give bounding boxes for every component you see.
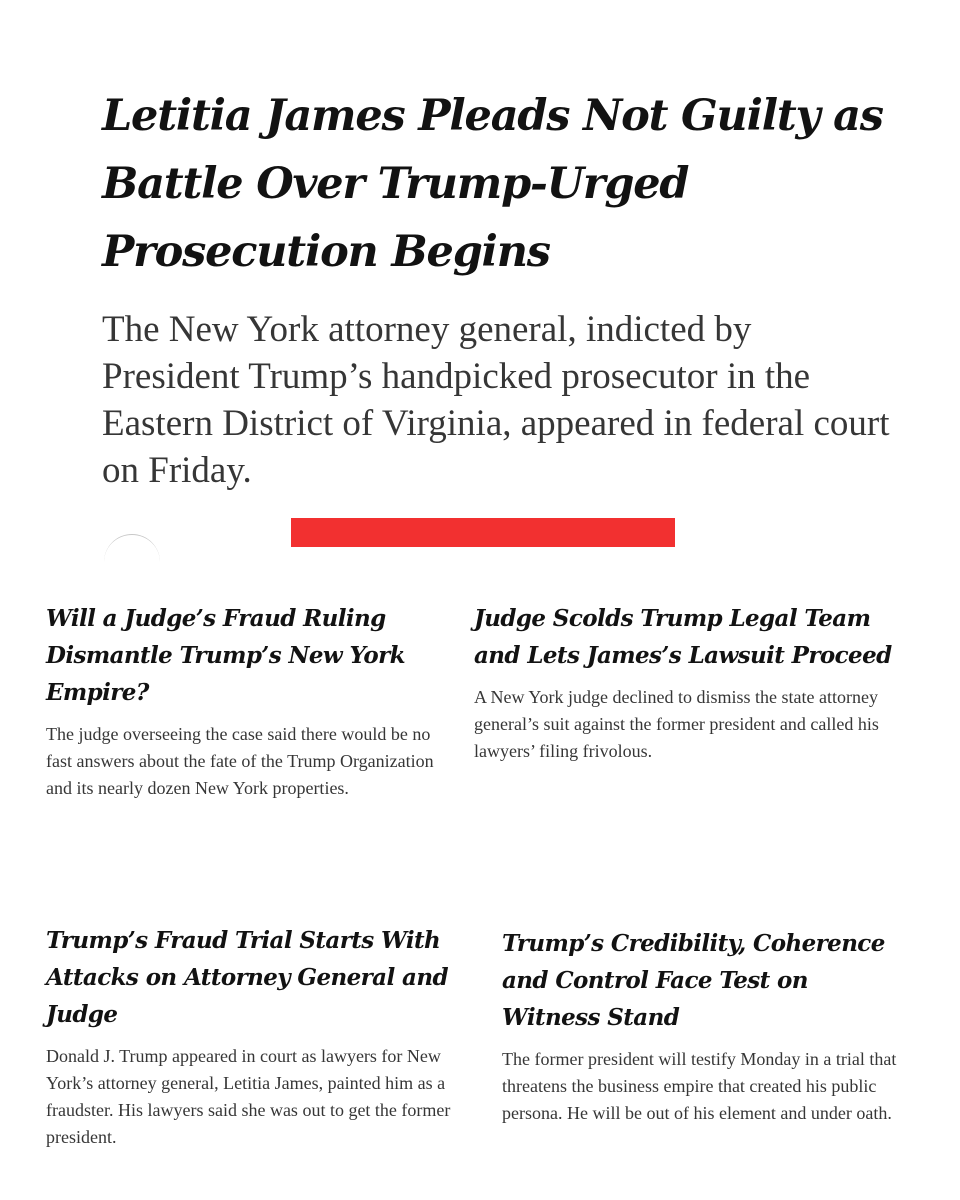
related-story-summary: The former president will testify Monday in a trial that threatens the business empire that created his public persona. He will be out of his element and under oath. <box>502 1049 897 1123</box>
related-story-title[interactable]: Judge Scolds Trump Legal Team and Lets James’s Lawsuit Proceed <box>474 605 892 669</box>
related-story[interactable] <box>46 922 466 1151</box>
related-story-summary: The judge overseeing the case said there would be no fast answers about the fate of the Trump Organization and its nearly dozen New York properties. <box>46 724 434 798</box>
byline-avatar <box>104 534 160 590</box>
related-story[interactable] <box>502 925 902 1127</box>
lead-headline[interactable]: Letitia James Pleads Not Guilty as Battle Over Trump-Urged Prosecution Begins <box>102 91 883 277</box>
related-story-title[interactable]: Trump’s Credibility, Coherence and Control Face Test on Witness Stand <box>502 930 885 1031</box>
related-story[interactable] <box>46 600 456 802</box>
related-story-title[interactable]: Trump’s Fraud Trial Starts With Attacks on Attorney General and Judge <box>46 927 448 1028</box>
related-story-summary: A New York judge declined to dismiss the state attorney general’s suit against the former president and called his lawyers’ filing frivolous. <box>474 687 879 761</box>
related-story-title[interactable]: Will a Judge’s Fraud Ruling Dismantle Trump’s New York Empire? <box>46 605 405 706</box>
lead-summary: The New York attorney general, indicted by President Trump’s handpicked prosecutor in the Eastern District of Virginia, appeared in federal court on Friday. <box>102 309 890 491</box>
redaction-bar <box>291 518 675 547</box>
related-story-summary: Donald J. Trump appeared in court as lawyers for New York’s attorney general, Letitia James, painted him as a fraudster. His lawyers said she was out to get the former president. <box>46 1046 451 1147</box>
related-story[interactable] <box>474 600 904 765</box>
